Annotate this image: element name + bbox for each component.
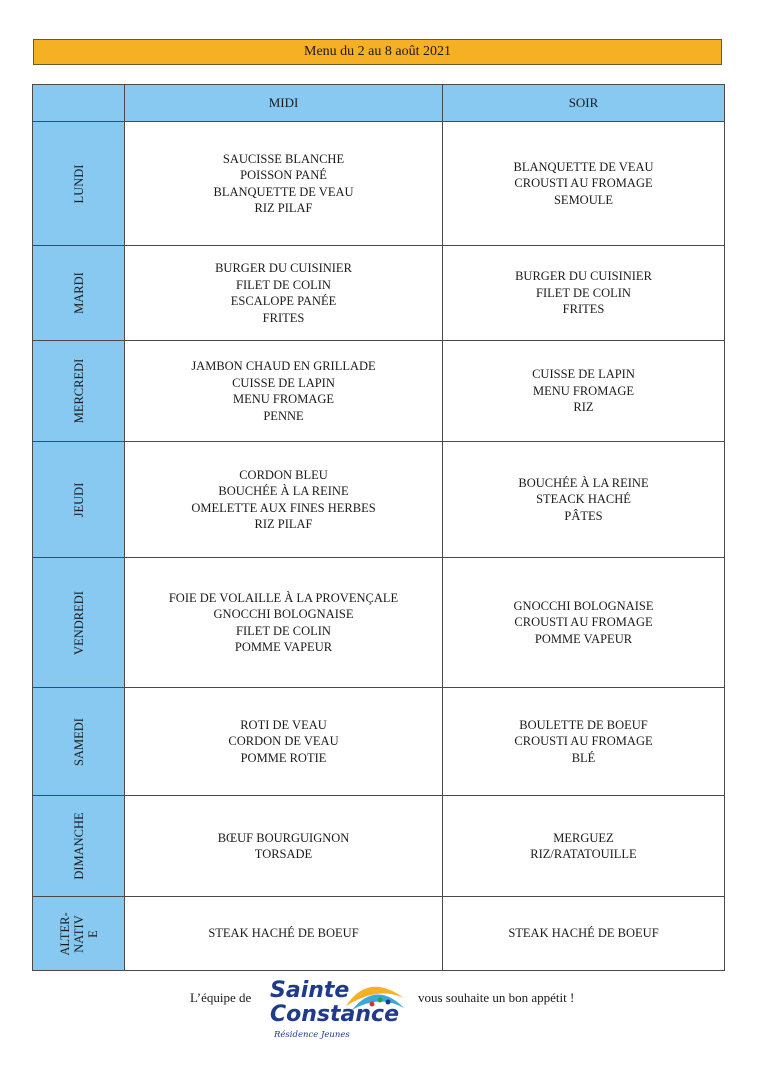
dish-item: SEMOULE [553, 192, 614, 207]
dish-item: FRITES [262, 310, 305, 325]
dish-item: FRITES [562, 302, 605, 317]
dish-item: BLANQUETTE DE VEAU [213, 184, 354, 199]
footer [0, 972, 768, 1052]
logo-line-1: Sainte [270, 978, 350, 1003]
meal-cell-midi [125, 341, 443, 442]
dish-item: BURGER DU CUISINIER [215, 261, 352, 275]
day-label: SAMEDI [71, 717, 86, 766]
day-row [33, 442, 725, 558]
dish-item: FOIE DE VOLAILLE À LA PROVENÇALE [168, 590, 399, 605]
day-row [33, 688, 725, 796]
dish-item: BOUCHÉE À LA REINE [518, 475, 649, 490]
meal-cell-soir [443, 558, 725, 688]
column-header-midi: MIDI [125, 85, 443, 122]
dish-item: MENU FROMAGE [232, 392, 335, 406]
meal-cell-midi [125, 688, 443, 796]
meal-cell-soir [443, 246, 725, 341]
dish-item: FILET DE COLIN [536, 285, 631, 300]
meal-cell-soir [443, 341, 725, 442]
meal-cell-midi [125, 122, 443, 246]
dish-item: STEACK HACHÉ [536, 492, 631, 507]
day-row [33, 341, 725, 442]
dish-item: STEAK HACHÉ DE BOEUF [208, 926, 359, 941]
day-label-cell [33, 558, 125, 688]
day-label-cell [33, 246, 125, 341]
day-label: MARDI [71, 272, 86, 314]
day-row [33, 122, 725, 246]
dish-item: FILET DE COLIN [236, 277, 331, 292]
day-label-cell [33, 122, 125, 246]
dish-item: MENU FROMAGE [532, 383, 635, 398]
day-label: DIMANCHE [71, 812, 86, 880]
meal-cell-soir [443, 122, 725, 246]
sainte-constance-logo [262, 972, 414, 1050]
dish-item: ESCALOPE PANÉE [230, 294, 337, 308]
dish-item: PENNE [263, 408, 304, 423]
dish-item: BŒUF BOURGUIGNON [217, 830, 350, 845]
day-label-cell [33, 442, 125, 558]
menu-title [33, 39, 722, 65]
day-row [33, 796, 725, 897]
footer-lead-text: L’équipe de [190, 990, 252, 1005]
header-row [33, 85, 725, 122]
meal-cell-midi [125, 246, 443, 341]
dish-item: POISSON PANÉ [240, 168, 327, 182]
dish-item: TORSADE [254, 847, 313, 861]
dish-item: SAUCISSE BLANCHE [222, 151, 345, 166]
dish-item: POMME VAPEUR [534, 631, 633, 646]
dish-item: STEAK HACHÉ DE BOEUF [508, 926, 659, 941]
dish-item: BOULETTE DE BOEUF [519, 717, 648, 732]
day-label-cell [33, 341, 125, 442]
meal-cell-midi [125, 897, 443, 971]
day-row [33, 558, 725, 688]
meal-cell-soir [443, 897, 725, 971]
dish-item: CORDON BLEU [239, 467, 328, 482]
dish-item: FILET DE COLIN [236, 623, 331, 638]
meal-cell-midi [125, 796, 443, 897]
day-label: MERCREDI [71, 358, 86, 424]
footer-trail-text: vous souhaite un bon appétit ! [418, 990, 575, 1005]
dish-item: JAMBON CHAUD EN GRILLADE [191, 359, 376, 373]
dish-item: RIZ PILAF [254, 201, 313, 215]
dish-item: POMME VAPEUR [234, 640, 333, 654]
dish-item: OMELETTE AUX FINES HERBES [191, 500, 376, 515]
day-label: LUNDI [71, 164, 86, 203]
meal-cell-soir [443, 688, 725, 796]
day-label-cell [33, 688, 125, 796]
dish-item: MERGUEZ [553, 830, 614, 845]
dish-item: BOUCHÉE À LA REINE [218, 484, 349, 498]
dish-item: POMME ROTIE [240, 750, 327, 765]
day-label: JEUDI [71, 482, 86, 517]
meal-cell-soir [443, 442, 725, 558]
day-row [33, 246, 725, 341]
column-header-soir: SOIR [443, 85, 725, 122]
day-label: ALTER- NATIV E [57, 911, 100, 956]
day-label: VENDREDI [71, 590, 86, 655]
dish-item: RIZ/RATATOUILLE [530, 847, 637, 861]
dish-item: GNOCCHI BOLOGNAISE [213, 607, 354, 621]
dish-item: RIZ [573, 400, 594, 415]
dish-item: RIZ PILAF [254, 517, 313, 531]
logo-line-3: Résidence Jeunes [274, 1030, 350, 1040]
dish-item: BLÉ [571, 750, 596, 765]
dish-item: BURGER DU CUISINIER [515, 269, 652, 284]
dish-item: CUISSE DE LAPIN [532, 367, 635, 382]
dish-item: GNOCCHI BOLOGNAISE [513, 598, 654, 613]
dish-item: ROTI DE VEAU [240, 717, 327, 732]
menu-title-text: Menu du 2 au 8 août 2021 [304, 44, 451, 59]
day-row [33, 897, 725, 971]
menu-body [33, 122, 725, 971]
day-label-cell [33, 796, 125, 897]
dish-item: CORDON DE VEAU [228, 734, 339, 749]
dish-item: PÂTES [564, 508, 603, 523]
corner-cell [33, 85, 125, 122]
dish-item: BLANQUETTE DE VEAU [513, 159, 654, 174]
dish-item: CUISSE DE LAPIN [232, 375, 335, 390]
dish-item: CROUSTI AU FROMAGE [514, 176, 653, 191]
dish-item: CROUSTI AU FROMAGE [514, 734, 653, 749]
day-label-cell [33, 897, 125, 971]
menu-table [32, 84, 725, 971]
meal-cell-midi [125, 558, 443, 688]
meal-cell-soir [443, 796, 725, 897]
dish-item: CROUSTI AU FROMAGE [514, 615, 653, 630]
meal-cell-midi [125, 442, 443, 558]
logo-line-2: Constance [270, 1002, 400, 1027]
